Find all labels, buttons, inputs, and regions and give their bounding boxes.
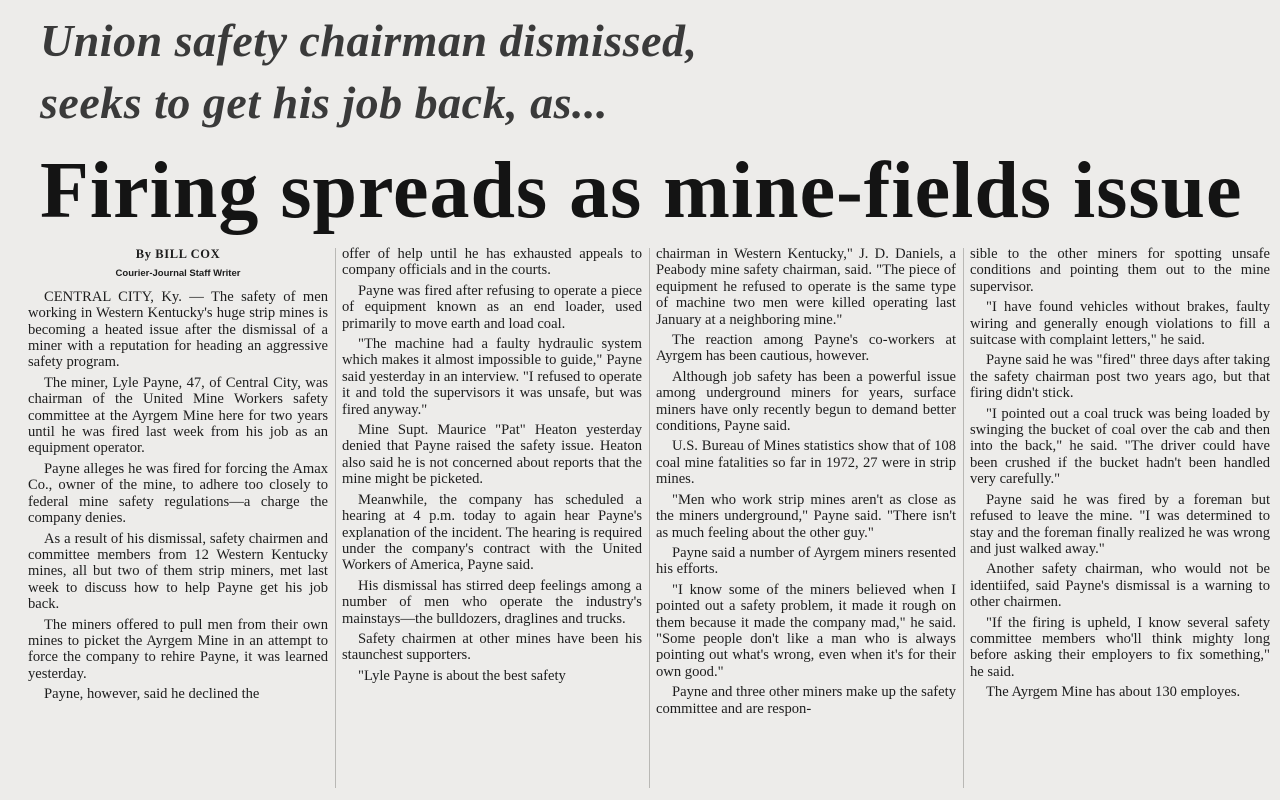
paragraph: Payne said he was fired by a foreman but refused to leave the mine. "I was determined to stay and the foreman finally realized he was wrong and just walked away." — [970, 491, 1270, 557]
article-column-3 — [656, 246, 956, 796]
paragraph: Payne and three other miners make up the safety committee and are respon- — [656, 684, 956, 717]
paragraph: "The machine had a faulty hydraulic system which makes it almost impossible to guide," Payne said yesterday in an interview. "I refused to operate it and told the supervisors it was unsafe, but was fired anyway." — [342, 336, 642, 418]
paragraph: Another safety chairman, who would not be identiifed, said Payne's dismissal is a warning to other chairmen. — [970, 561, 1270, 611]
article-column-1 — [28, 244, 328, 794]
paragraph: sible to the other miners for spotting unsafe conditions and pointing them out to the mine supervisor. — [970, 246, 1270, 295]
paragraph: U.S. Bureau of Mines statistics show that of 108 coal mine fatalities so far in 1972, 27 were in strip mines. — [656, 438, 956, 488]
paragraph: The reaction among Payne's co-workers at Ayrgem has been cautious, however. — [656, 332, 956, 365]
paragraph: Payne said a number of Ayrgem miners resented his efforts. — [656, 544, 956, 578]
paragraph: Payne, however, said he declined the — [44, 686, 260, 703]
paragraph: Payne was fired after refusing to operate a piece of equipment known as an end loader, used primarily to move earth and load coal. — [342, 282, 642, 332]
paragraph: Payne alleges he was fired for forcing the Amax Co., owner of the mine, to adhere too closely to federal mine safety regulations—a charge the company denies. — [28, 460, 328, 527]
paragraph: The miners offered to pull men from their own mines to picket the Ayrgem Mine in an attempt to force the company to rehire Payne, it was learned yesterday. — [28, 616, 328, 682]
article-column-2 — [342, 246, 642, 796]
paragraph: "Men who work strip mines aren't as close as the miners underground," Payne said. "There isn't as much feeling about the other guy." — [656, 491, 956, 541]
kicker-line-1: Union safety chairman dismissed, — [40, 15, 698, 66]
column-divider — [963, 248, 964, 788]
paragraph: "I pointed out a coal truck was being loaded by swinging the bucket of coal over the cab and then into the back," he said. "The driver could have been crushed if the bucket hadn't been handled very carefully." — [970, 405, 1270, 488]
headline: Firing spreads as mine-fields issue — [40, 147, 1243, 235]
paragraph: Safety chairmen at other mines have been his staunchest supporters. — [342, 630, 642, 664]
byline-staff: Courier-Journal Staff Writer — [115, 268, 241, 280]
paragraph: Meanwhile, the company has scheduled a hearing at 4 p.m. today to again hear Payne's explanation of the incident. The hearing is required under the company's contract with the United Workers of America, Payne said. — [342, 491, 642, 574]
paragraph: "If the firing is upheld, I know several safety committee members who'll think mighty long before asking their employers to fix something," he said. — [970, 614, 1270, 680]
paragraph: His dismissal has stirred deep feelings among a number of men who operate the industry's mainstays—the bulldozers, draglines and trucks. — [342, 577, 642, 627]
paragraph: Although job safety has been a powerful issue among underground miners for years, surface miners have only recently begun to demand better conditions, Payne said. — [656, 368, 956, 435]
column-divider — [649, 248, 650, 788]
article-column-4 — [970, 246, 1270, 796]
paragraph: CENTRAL CITY, Ky. — The safety of men working in Western Kentucky's huge strip mines is becoming a heated issue after the dismissal of a miner with a reputation for heading an aggressive safety program. — [28, 288, 328, 371]
paragraph: chairman in Western Kentucky," J. D. Daniels, a Peabody mine safety chairman, said. "The piece of equipment he refused to operate is the same type of machine two men were killed operating last January at a neighboring mine." — [656, 246, 956, 328]
paragraph: "I know some of the miners believed when I pointed out a safety problem, it made it rough on them because it made the company mad," he said. "Some people don't like a man who is always pointing out what's wrong, even when it's for their own good." — [656, 581, 956, 680]
paragraph: "I have found vehicles without brakes, faulty wiring and generally enough violations to fill a suitcase with complaint letters," he said. — [970, 299, 1270, 349]
paragraph: The miner, Lyle Payne, 47, of Central City, was chairman of the United Mine Workers safety committee at the Ayrgem Mine here for two years until he was fired last week from his job as an equipment operator. — [28, 374, 328, 457]
column-divider — [335, 248, 336, 788]
paragraph: offer of help until he has exhausted appeals to company officials and in the courts. — [342, 246, 642, 279]
paragraph: Mine Supt. Maurice "Pat" Heaton yesterday denied that Payne raised the safety issue. Heaton also said he is not concerned about reports that the mine might be picketed. — [342, 422, 642, 488]
paragraph: As a result of his dismissal, safety chairmen and committee members from 12 Western Kentucky mines, all but two of them strip miners, met last week to discuss how to help Payne get his job back. — [28, 530, 328, 613]
paragraph: "Lyle Payne is about the best safety — [358, 667, 566, 684]
kicker-line-2: seeks to get his job back, as... — [40, 77, 608, 128]
paragraph: Payne said he was "fired" three days after taking the safety chairman post two years ago, but that firing didn't stick. — [970, 352, 1270, 402]
byline-author: By BILL COX — [135, 247, 221, 261]
paragraph: The Ayrgem Mine has about 130 employes. — [986, 684, 1241, 701]
